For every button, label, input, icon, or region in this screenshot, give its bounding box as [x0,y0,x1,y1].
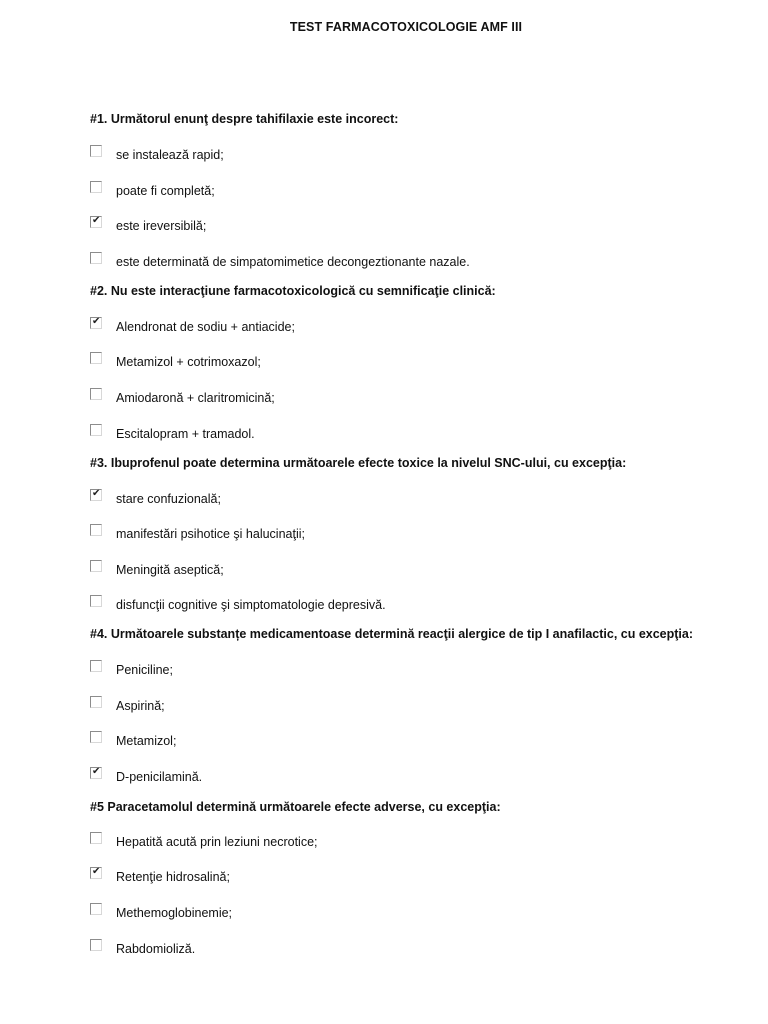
checkbox[interactable] [90,216,102,228]
option-label: Meningită aseptică; [116,563,224,577]
checkmark-icon: ✔ [92,766,101,777]
checkbox[interactable] [90,524,102,536]
option-label: Rabdomioliză. [116,942,196,956]
option-label: Metamizol + cotrimoxazol; [116,355,261,369]
checkbox[interactable] [90,867,102,879]
checkbox[interactable] [90,317,102,329]
checkbox[interactable] [90,252,102,264]
option-label: Aspirină; [116,699,165,713]
checkbox[interactable] [90,560,102,572]
question-3-text: #3. Ibuprofenul poate determina următoarele efecte toxice la nivelul SNC-ului, cu excepţia: [90,456,627,470]
option-label: D-penicilamină. [116,770,203,784]
option-label: este determinată de simpatomimetice decongeztionante nazale. [116,255,470,269]
option-label: stare confuzională; [116,492,221,506]
page-title: TEST FARMACOTOXICOLOGIE AMF III [289,20,523,34]
option-label: se instalează rapid; [116,148,224,162]
checkbox[interactable] [90,903,102,915]
checkbox[interactable] [90,181,102,193]
checkbox[interactable] [90,660,102,672]
option-label: este ireversibilă; [116,219,207,233]
checkbox[interactable] [90,731,102,743]
question-1-text: #1. Următorul enunţ despre tahifilaxie este incorect: [90,112,399,126]
checkmark-icon: ✔ [92,488,101,499]
option-label: Peniciline; [116,663,173,677]
option-label: poate fi completă; [116,184,215,198]
checkbox[interactable] [90,832,102,844]
checkmark-icon: ✔ [92,215,101,226]
option-label: manifestări psihotice şi halucinaţii; [116,527,305,541]
checkbox[interactable] [90,696,102,708]
checkbox[interactable] [90,388,102,400]
checkbox[interactable] [90,145,102,157]
option-label: Amiodaronă + claritromicină; [116,391,275,405]
checkbox[interactable] [90,424,102,436]
question-4-text: #4. Următoarele substanțe medicamentoase determină reacţii alergice de tip I anafilactic, cu excepţia: [90,627,694,641]
checkbox[interactable] [90,595,102,607]
checkbox[interactable] [90,939,102,951]
checkbox[interactable] [90,489,102,501]
option-label: Alendronat de sodiu + antiacide; [116,320,295,334]
checkmark-icon: ✔ [92,866,101,877]
checkbox[interactable] [90,767,102,779]
option-label: Metamizol; [116,734,177,748]
question-2-text: #2. Nu este interacţiune farmacotoxicologică cu semnificaţie clinică: [90,284,496,298]
option-label: Hepatită acută prin leziuni necrotice; [116,835,318,849]
option-label: disfuncţii cognitive şi simptomatologie depresivă. [116,598,386,612]
option-label: Retenţie hidrosalină; [116,870,230,884]
checkbox[interactable] [90,352,102,364]
checkmark-icon: ✔ [92,316,101,327]
option-label: Escitalopram + tramadol. [116,427,255,441]
option-label: Methemoglobinemie; [116,906,233,920]
question-5-text: #5 Paracetamolul determină următoarele efecte adverse, cu excepţia: [90,800,501,814]
